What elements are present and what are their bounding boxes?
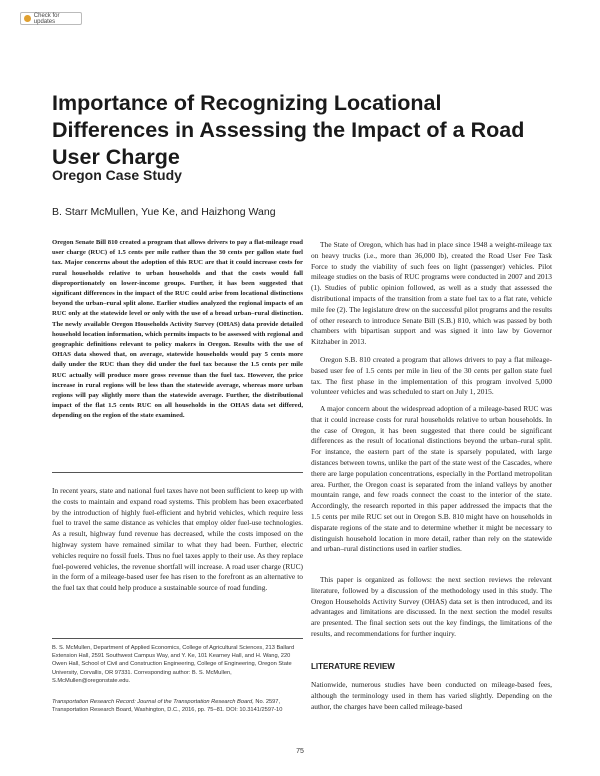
- author-affiliation: B. S. McMullen, Department of Applied Economics, College of Agricultural Sciences, 213 Ballard Extension Hall, 2591 Southwest Campus Way, and Y. Ke, 101 Kearney Hall, and H. Wang, 220 Owen Hall, School of Civil and Construction Engineering, College of Engineering, Oregon State University, Corvallis, OR 97331. Corresponding author: B. S. McMullen, S.McMullen@oregonstate.edu.: [52, 645, 295, 684]
- paper-title: Importance of Recognizing Locational Differences in Assessing the Impact of a Road User Charge: [52, 91, 525, 169]
- abstract-divider: [52, 472, 303, 473]
- abstract: Oregon Senate Bill 810 created a program that allows drivers to pay a flat-mileage road user charge (RUC) of 1.5 cents per mile rather than the 30 cents per gallon state fuel tax. Major concerns about the adoption of this RUC are that it could increase costs for rural households relative to urban households and that the costs would fall disproportionately on lower-income groups. Further, it has been suggested that significant differences in the impact of the RUC could arise from locational distinctions beyond the urban–rural split alone. Earlier studies analyzed the regional impacts of an RUC only at the statewide level or only with the use of a broad urban–rural distinction. The newly available Oregon Households Activity Survey (OHAS) data provide detailed household location information, which permits impacts to be assessed with regional and geographic definitions relevant to policy makers in Oregon. Results with the use of OHAS data showed that, on average, statewide households would pay 5 cents more daily under the RUC than they did under the fuel tax because the 1.5 cents per mile RUC actually will produce more gross revenue than the fuel tax. However, the price increase in rural regions will be less than the statewide average, whereas more urban regions will pay slightly more than the statewide average. Further, the distributional impact of the flat 1.5 cents RUC on all households in the OHAS data set differed, depending on the region of the state examined.: [52, 239, 303, 420]
- check-for-updates-badge[interactable]: [20, 12, 82, 25]
- paper-subtitle: Oregon Case Study: [52, 167, 182, 183]
- body-paragraph-4: This paper is organized as follows: the next section reviews the relevant literature, followed by a discussion of the methodology used in this study. The Oregon Households Activity Survey (OHAS) data set is then introduced, and its advantages and limitations are discussed. In the next section the model results are presented. The final section sets out the key findings, the limitations of the results, and recommendations for further inquiry.: [311, 575, 552, 638]
- body-paragraph-1: The State of Oregon, which has had in place since 1948 a weight-mileage tax on heavy trucks (i.e., more than 36,000 lb), created the Road User Fee Task Force to study the viability of such fees on light (passenger) vehicles. Pilot mileage studies on the basis of RUC programs were conducted in 2007 and 2013 (1). Studies of public opinion followed, as well as a study that assessed the distributional impacts of the transition from a state fuel tax to a flat rate, vehicle mile fee (2). The legislature drew on the successful pilot programs and the results of other research to introduce Senate Bill (S.B.) 810, which was passed by both chambers with bipartisan support and was signed it into law by Governor Kitzhaber in 2013.: [311, 240, 552, 347]
- author-list: B. Starr McMullen, Yue Ke, and Haizhong Wang: [52, 206, 276, 218]
- journal-title: Transportation Research Record: Journal of the Transportation Research Board,: [52, 699, 254, 705]
- crossmark-icon: [24, 15, 31, 22]
- journal-details: No. 2597, Transportation Research Board, Washington, D.C., 2016, pp. 75–81. DOI: 10.3141/2597-10: [52, 699, 283, 714]
- literature-paragraph: Nationwide, numerous studies have been conducted on mileage-based fees, although the terminology used in them has varied slightly. Depending on the author, the charges have been called mileage-based: [311, 680, 552, 711]
- section-heading: LITERATURE REVIEW: [311, 662, 395, 671]
- intro-paragraph: In recent years, state and national fuel taxes have not been sufficient to keep up with the costs to maintain and expand road systems. This problem has been exacerbated by the introduction of highly fuel-efficient and hybrid vehicles, which require less fuel to travel the same distance as vehicles that employ older fuel-use technologies. As a result, highway fund revenue has decreased, while the costs imposed on the highway system have remained similar to what they had been. Further, electric vehicles require no fossil fuels. Thus no fuel taxes apply to their use. As they replace fuel-powered vehicles, the revenue shortfall will increase. A road user charge (RUC) in the form of a mileage-based user fee has risen to the forefront as an alternative to the fuel tax that could help produce a sustainable source of road funding.: [52, 486, 303, 593]
- badge-label: Check for updates: [33, 12, 60, 25]
- page-number: 75: [296, 748, 304, 755]
- body-paragraph-2: Oregon S.B. 810 created a program that allows drivers to pay a flat mileage-based user fee of 1.5 cents per mile in lieu of the 30 cents per gallon state fuel tax. The first phase in the implementation of this program involved 5,000 volunteer vehicles and was scheduled to start on July 1, 2015.: [311, 355, 552, 397]
- footnote-divider: [52, 638, 303, 639]
- body-paragraph-3: A major concern about the widespread adoption of a mileage-based RUC was that it could increase costs for rural households relative to urban households. In the case of Oregon, it has been suggested that there could be significant differences as the result of locational distinctions beyond the urban–rural split. For instance, the eastern part of the state is sparsely populated, with large distances between towns, unlike the part of the state west of the Cascades, where there are large population concentrations, especially in the Portland metropolitan area. Further, the Oregon coast is separated from the inland valleys by another mountain range, and few roads connect the coast to the interior of the state. Accordingly, the research reported in this paper addressed the impacts that the 1.5 cents per mile RUC set out in Oregon S.B. 810 might have on households in disparate regions of the state and to determine whether it might be necessary to distinguish household location in more detail, rather than rely on the statewide and urban–rural distinctions used in earlier studies.: [311, 404, 552, 554]
- journal-citation: [52, 698, 303, 714]
